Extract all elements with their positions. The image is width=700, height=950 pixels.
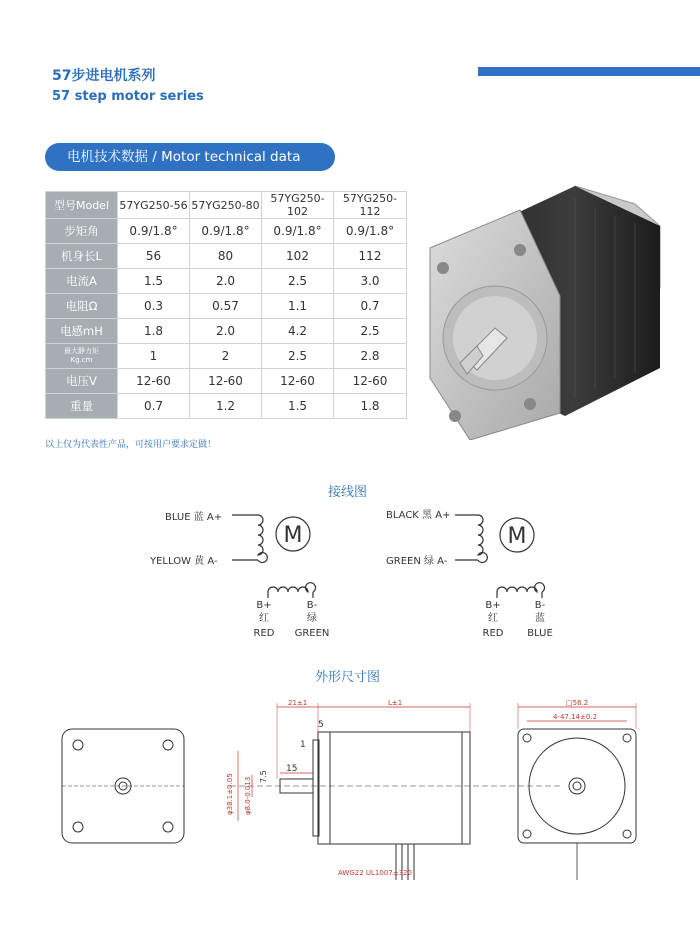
- left-b-plus-en: RED: [253, 628, 275, 639]
- dim-square: □56.2: [566, 699, 589, 707]
- row-label: 机身长L: [46, 244, 118, 269]
- model-cell: 57YG250-102: [262, 192, 334, 219]
- table-cell: 2.5: [262, 344, 334, 369]
- table-row: [46, 344, 407, 369]
- row-label: 电流A: [46, 269, 118, 294]
- left-b-plus-cn: 红: [259, 613, 269, 624]
- table-cell: 0.9/1.8°: [334, 219, 407, 244]
- right-b-minus-label: B-: [534, 600, 546, 611]
- table-cell: 0.3: [118, 294, 190, 319]
- left-b-minus-cn: 绿: [307, 613, 317, 624]
- wiring-diagram: [0, 500, 700, 650]
- header-accent-bar: [478, 67, 700, 76]
- dim-body-length: L±1: [388, 699, 403, 707]
- model-cell: 57YG250-80: [190, 192, 262, 219]
- table-cell: 56: [118, 244, 190, 269]
- left-motor-symbol: M: [283, 523, 303, 548]
- left-b-plus-label: B+: [256, 600, 272, 611]
- row-label: 步矩角: [46, 219, 118, 244]
- dimension-drawing: [0, 695, 700, 895]
- table-row: [46, 294, 407, 319]
- right-motor-symbol: M: [507, 524, 527, 549]
- table-row: [46, 394, 407, 419]
- tech-data-heading: 电机技术数据 / Motor technical data: [45, 143, 335, 171]
- series-title-en: 57 step motor series: [52, 89, 204, 104]
- left-a-minus-label: YELLOW 黄 A-: [150, 556, 218, 567]
- dim-holes: 4-47.14±0.2: [553, 713, 598, 721]
- row-label: 电压V: [46, 369, 118, 394]
- row-label: 重量: [46, 394, 118, 419]
- table-cell: 0.7: [118, 394, 190, 419]
- model-cell: 57YG250-56: [118, 192, 190, 219]
- dim-wire: AWG22 UL1007±320: [338, 869, 412, 877]
- table-cell: 2.8: [334, 344, 407, 369]
- table-cell: 1.1: [262, 294, 334, 319]
- table-cell: 12-60: [334, 369, 407, 394]
- table-cell: 1: [118, 344, 190, 369]
- table-cell: 1.5: [262, 394, 334, 419]
- front-view-right: [518, 703, 636, 880]
- dim-flange: 5: [318, 720, 324, 730]
- table-row: [46, 269, 407, 294]
- dim-step: 1: [300, 740, 306, 750]
- table-cell: 80: [190, 244, 262, 269]
- table-row: [46, 219, 407, 244]
- dim-flat: 7.5: [259, 770, 268, 783]
- left-b-minus-en: GREEN: [294, 628, 330, 639]
- dim-boss: φ38.1±0.05: [226, 773, 234, 815]
- table-cell: 1.8: [334, 394, 407, 419]
- left-a-plus-label: BLUE 蓝 A+: [165, 512, 223, 523]
- table-cell: 12-60: [118, 369, 190, 394]
- table-cell: 2.5: [262, 269, 334, 294]
- model-cell: 57YG250-112: [334, 192, 407, 219]
- dim-shaft: φ8.0-0.013: [244, 776, 252, 815]
- table-cell: 0.9/1.8°: [118, 219, 190, 244]
- table-row: [46, 244, 407, 269]
- table-row: [46, 369, 407, 394]
- row-label-line2: Kg.cm: [70, 356, 93, 364]
- table-cell: 1.8: [118, 319, 190, 344]
- right-b-plus-cn: 红: [488, 613, 498, 624]
- row-label: 电阻Ω: [46, 294, 118, 319]
- row-label-line1: 最大静力矩: [64, 347, 99, 355]
- table-cell: 0.57: [190, 294, 262, 319]
- right-b-minus-cn: 蓝: [535, 613, 545, 624]
- table-cell: 2.5: [334, 319, 407, 344]
- right-b-plus-label: B+: [485, 600, 501, 611]
- row-label-holding-torque: [46, 344, 118, 369]
- table-cell: 0.7: [334, 294, 407, 319]
- table-cell: 12-60: [190, 369, 262, 394]
- table-cell: 2.0: [190, 269, 262, 294]
- front-view-left: [62, 729, 184, 843]
- custom-order-note: 以上仅为代表性产品，可按用户要求定做！: [45, 440, 217, 450]
- spec-table: [45, 191, 407, 419]
- row-label: 电感mH: [46, 319, 118, 344]
- right-b-plus-en: RED: [482, 628, 504, 639]
- table-cell: 0.9/1.8°: [190, 219, 262, 244]
- stepper-motor-photo: [425, 178, 687, 440]
- table-cell: 102: [262, 244, 334, 269]
- wiring-title: 接线图: [328, 485, 368, 500]
- dimensions-title: 外形尺寸图: [315, 670, 381, 685]
- table-cell: 12-60: [262, 369, 334, 394]
- right-a-minus-label: GREEN 绿 A-: [386, 556, 448, 567]
- table-cell: 2.0: [190, 319, 262, 344]
- dim-key: 15: [286, 764, 298, 774]
- table-cell: 1.5: [118, 269, 190, 294]
- table-row: [46, 319, 407, 344]
- table-cell: 112: [334, 244, 407, 269]
- series-title-cn: 57步进电机系列: [52, 68, 156, 84]
- table-header-label: 型号Model: [46, 192, 118, 219]
- left-b-minus-label: B-: [306, 600, 318, 611]
- table-cell: 2: [190, 344, 262, 369]
- side-view: [230, 703, 560, 880]
- table-row: [46, 192, 407, 219]
- table-cell: 4.2: [262, 319, 334, 344]
- table-cell: 0.9/1.8°: [262, 219, 334, 244]
- right-b-minus-en: BLUE: [527, 628, 553, 639]
- dim-shaft-ext: 21±1: [288, 699, 308, 707]
- right-a-plus-label: BLACK 黑 A+: [386, 510, 451, 521]
- table-cell: 3.0: [334, 269, 407, 294]
- table-cell: 1.2: [190, 394, 262, 419]
